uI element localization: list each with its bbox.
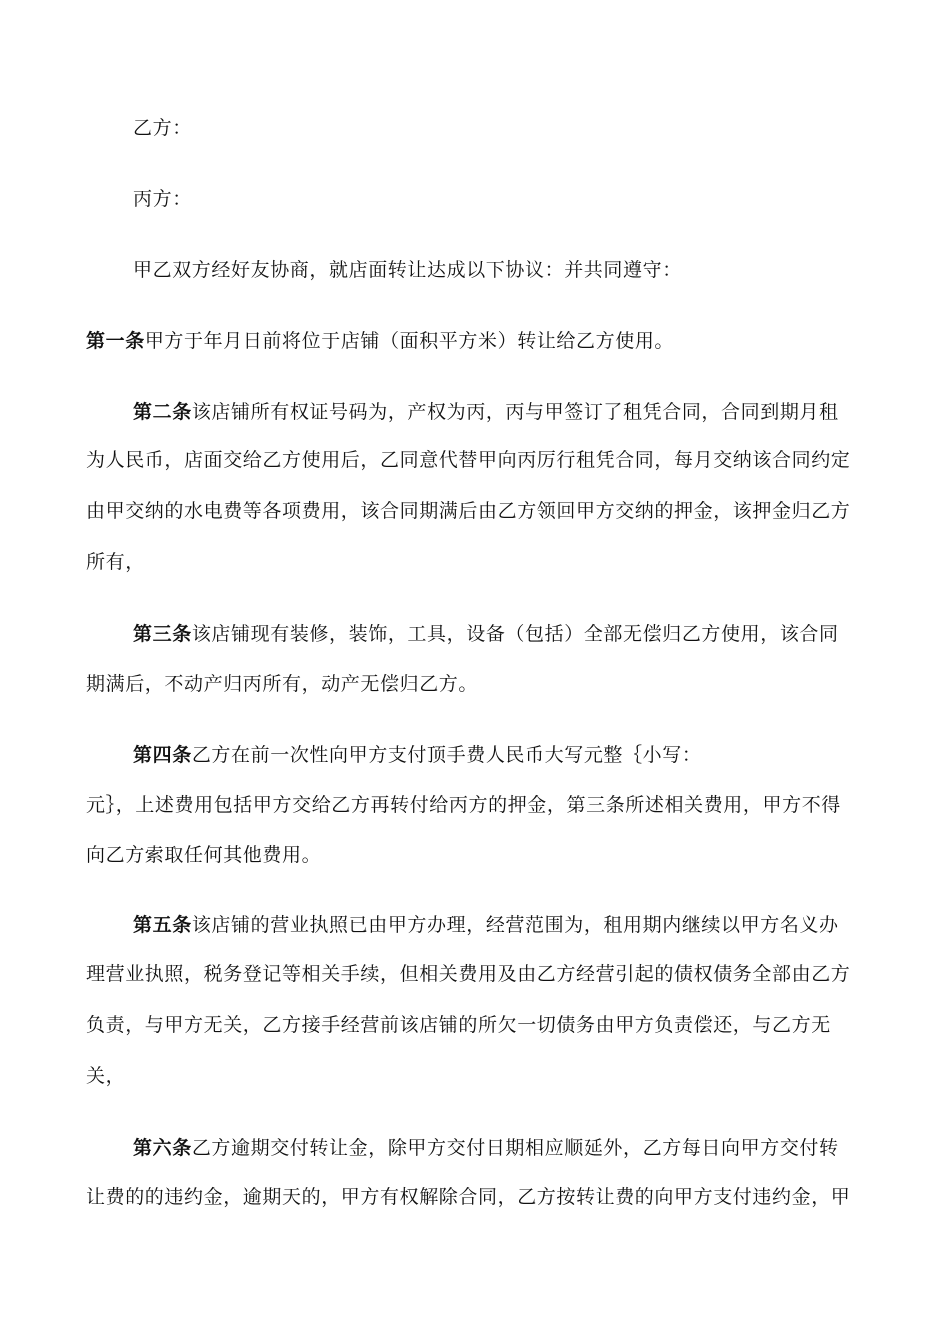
party-yi: 乙方：	[133, 117, 192, 139]
article-text: 该店铺的营业执照已由甲方办理，经营范围为，租用期内继续以甲方名义办	[191, 914, 839, 936]
article-2-line: 为人民币，店面交给乙方使用后，乙同意代替甲向丙厉行租凭合同，每月交纳该合同约定	[86, 449, 851, 471]
article-5-line: 负责，与甲方无关，乙方接手经营前该店铺的所欠一切债务由甲方负责偿还，与乙方无	[86, 1014, 831, 1036]
article-heading: 第六条	[133, 1137, 192, 1159]
article-3-line: 期满后，不动产归丙所有，动产无偿归乙方。	[86, 673, 479, 695]
article-3	[133, 622, 886, 646]
intro-paragraph: 甲乙双方经好友协商，就店面转让达成以下协议：并共同遵守：	[133, 259, 682, 281]
article-text: 该店铺所有权证号码为，产权为丙，丙与甲签订了租凭合同，合同到期月租	[191, 401, 839, 423]
article-text: 乙方逾期交付转让金，除甲方交付日期相应顺延外，乙方每日向甲方交付转	[191, 1137, 839, 1159]
article-4-line: 元｝，上述费用包括甲方交给乙方再转付给丙方的押金，第三条所述相关费用，甲方不得	[86, 794, 841, 816]
article-heading: 第一条	[86, 330, 145, 352]
article-2-line: 所有，	[86, 551, 145, 573]
article-text: 乙方在前一次性向甲方支付顶手费人民币大写元整｛小写：	[191, 744, 702, 766]
article-1	[86, 329, 886, 353]
article-6-line: 让费的的违约金，逾期天的，甲方有权解除合同，乙方按转让费的向甲方支付违约金，甲	[86, 1186, 851, 1208]
article-6	[133, 1136, 886, 1160]
party-bing: 丙方：	[133, 188, 192, 210]
article-heading: 第二条	[133, 401, 192, 423]
article-text: 该店铺现有装修，装饰，工具，设备（包括）全部无偿归乙方使用，该合同	[191, 623, 839, 645]
article-5-line: 理营业执照，税务登记等相关手续，但相关费用及由乙方经营引起的债权债务全部由乙方	[86, 963, 851, 985]
article-heading: 第四条	[133, 744, 192, 766]
article-heading: 第五条	[133, 914, 192, 936]
article-4	[133, 743, 886, 767]
article-5	[133, 913, 886, 937]
article-text: 甲方于年月日前将位于店铺（面积平方米）转让给乙方使用。	[144, 330, 675, 352]
article-2-line: 由甲交纳的水电费等各项费用，该合同期满后由乙方领回甲方交纳的押金，该押金归乙方	[86, 500, 851, 522]
article-heading: 第三条	[133, 623, 192, 645]
article-4-line: 向乙方索取任何其他费用。	[86, 844, 322, 866]
article-2	[133, 400, 886, 424]
article-5-line: 关，	[86, 1065, 126, 1087]
